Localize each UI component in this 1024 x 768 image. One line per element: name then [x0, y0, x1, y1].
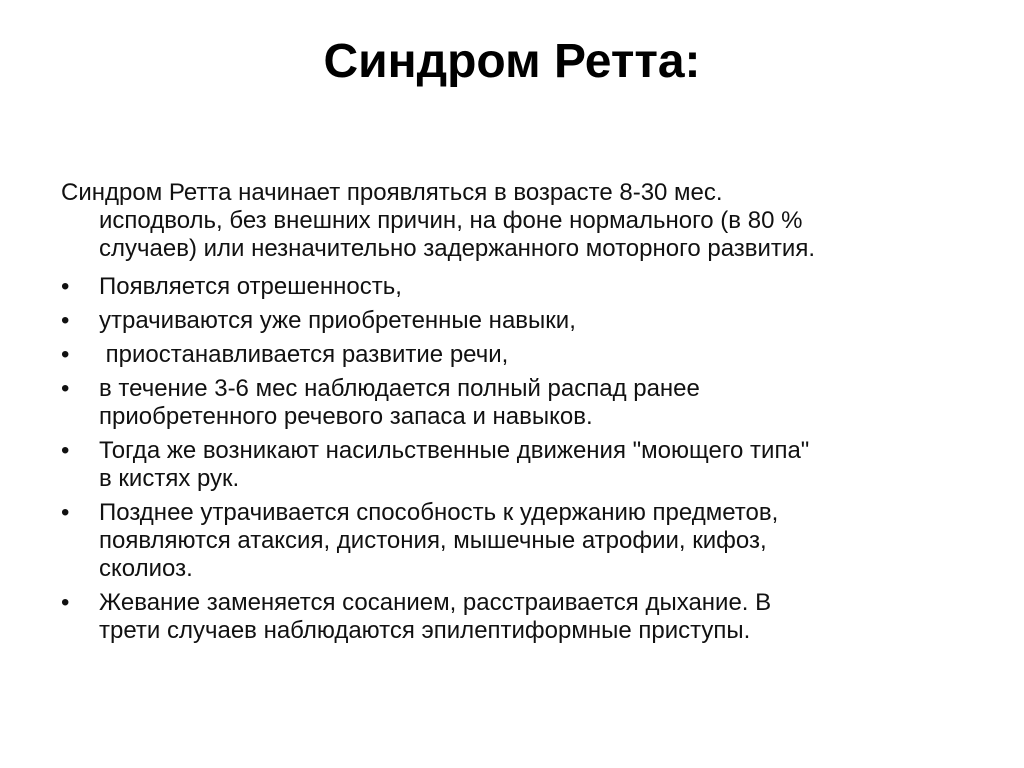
bullet-item [61, 437, 961, 493]
bullet-item [61, 341, 961, 369]
bullet-text: приобретенного речевого запаса и навыков. [99, 403, 593, 430]
bullet-text: в кистях рук. [99, 465, 240, 492]
bullet-text: приостанавливается развитие речи, [99, 341, 509, 368]
intro-line: случаев) или незначительно задержанного моторного развития. [99, 235, 815, 262]
bullet-marker: • [61, 307, 70, 334]
bullet-item [61, 589, 961, 645]
bullet-marker: • [61, 375, 70, 402]
bullet-text: сколиоз. [99, 555, 193, 582]
bullet-item [61, 375, 961, 431]
slide-body [61, 179, 961, 651]
bullet-item [61, 273, 961, 301]
bullet-marker: • [61, 273, 70, 300]
bullet-text: Появляется отрешенность, [99, 273, 402, 300]
bullet-text: Жевание заменяется сосанием, расстраивается дыхание. В [99, 589, 772, 616]
bullet-text: утрачиваются уже приобретенные навыки, [99, 307, 576, 334]
slide-title: Синдром Ретта: [323, 35, 701, 88]
bullet-marker: • [61, 341, 70, 368]
bullet-marker: • [61, 437, 70, 464]
bullet-text: Позднее утрачивается способность к удержанию предметов, [99, 499, 779, 526]
bullet-item [61, 307, 961, 335]
bullet-text: Тогда же возникают насильственные движения "моющего типа" [99, 437, 810, 464]
bullet-text: трети случаев наблюдаются эпилептиформные приступы. [99, 617, 751, 644]
bullet-marker: • [61, 499, 70, 526]
intro-paragraph [61, 179, 961, 263]
bullet-item [61, 499, 961, 583]
bullet-list [61, 273, 961, 645]
bullet-text: в течение 3-6 мес наблюдается полный распад ранее [99, 375, 700, 402]
intro-line: Синдром Ретта начинает проявляться в возрасте 8-30 мес. [61, 179, 723, 206]
intro-line: исподволь, без внешних причин, на фоне нормального (в 80 % [99, 207, 803, 234]
bullet-text: появляются атаксия, дистония, мышечные атрофии, кифоз, [99, 527, 767, 554]
bullet-marker: • [61, 589, 70, 616]
